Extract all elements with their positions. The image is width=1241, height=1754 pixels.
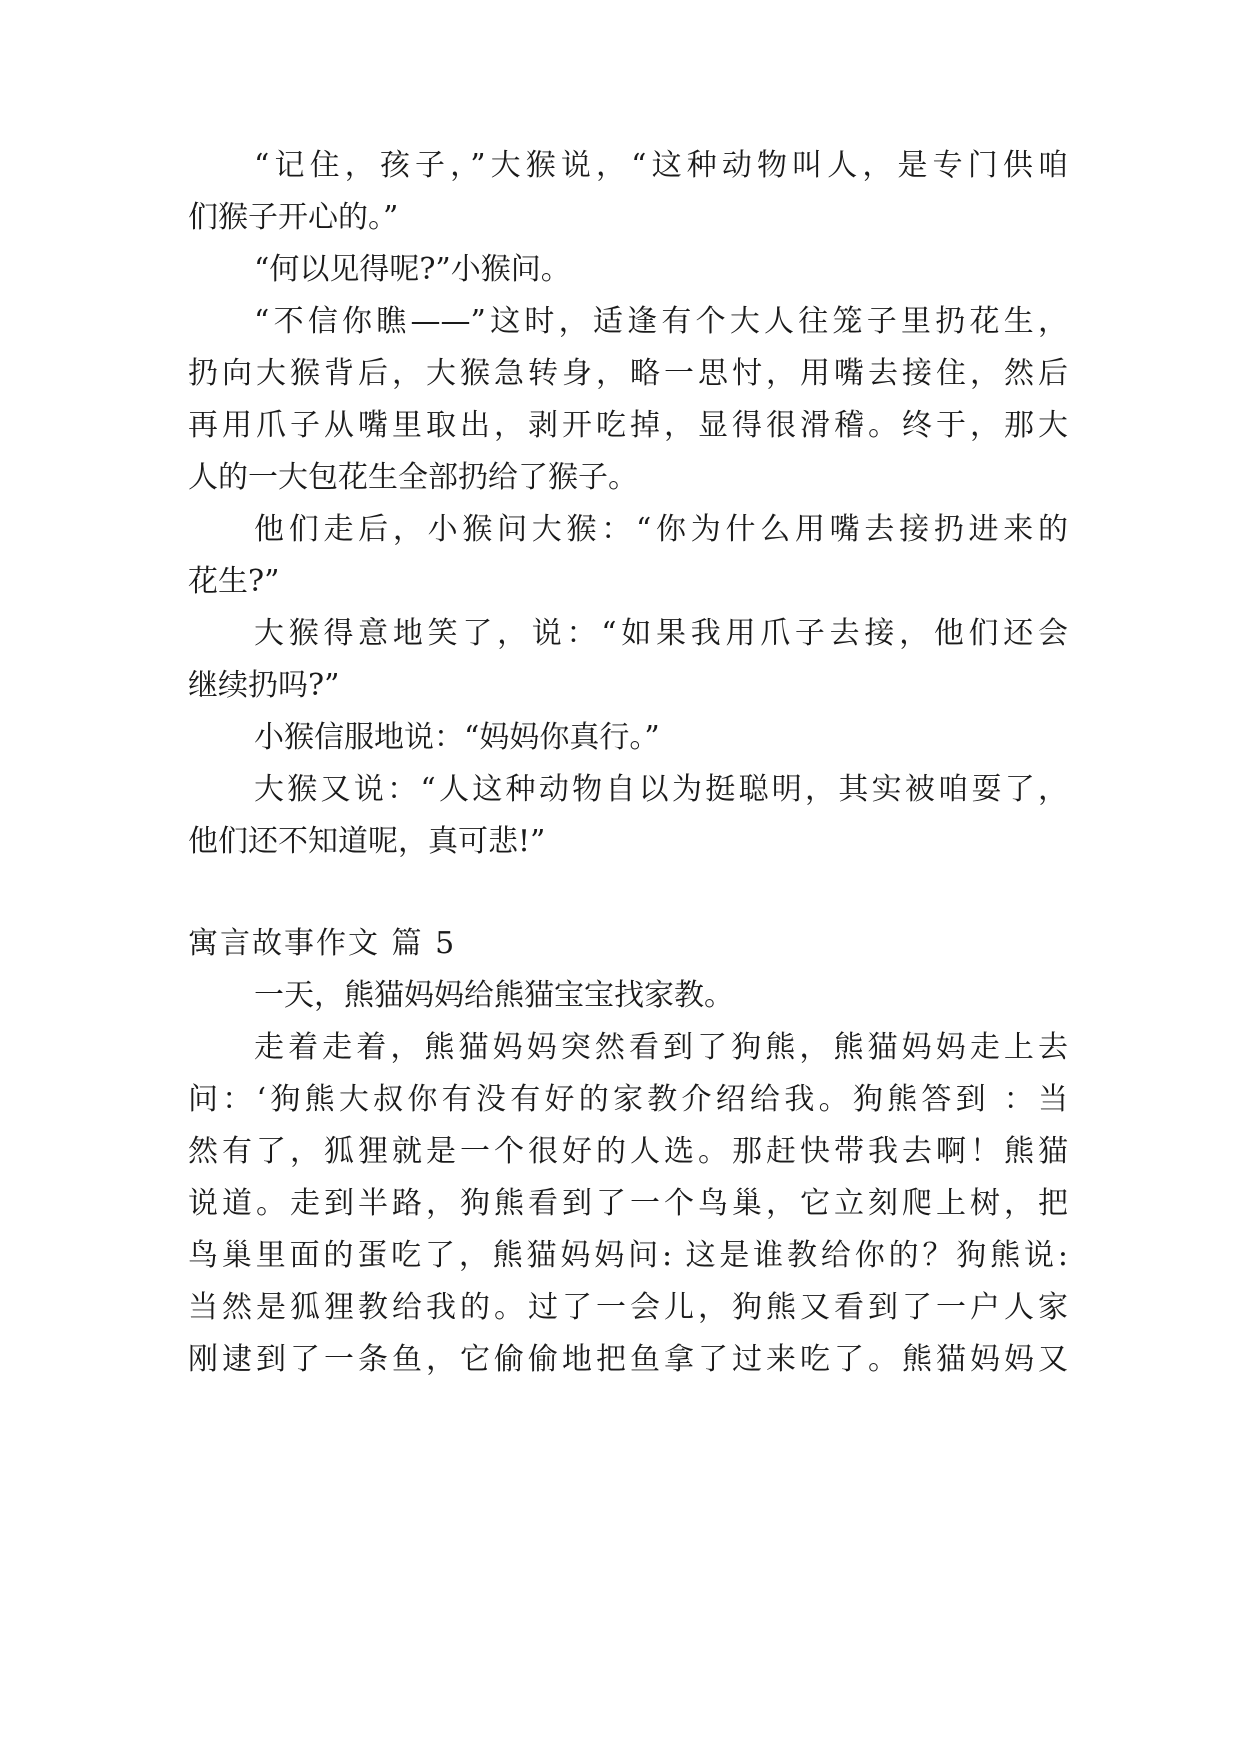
paragraph-line: 说道。走到半路，狗熊看到了一个鸟巢，它立刻爬上树，把	[188, 1186, 1068, 1221]
paragraph-line: 小猴信服地说：“妈妈你真行。”	[254, 720, 660, 755]
section-heading: 寓言故事作文 篇 5	[188, 926, 457, 961]
paragraph-line: 鸟巢里面的蛋吃了，熊猫妈妈问: 这是谁教给你的？狗熊说:	[188, 1238, 1068, 1273]
paragraph-line: 大猴又说：“人这种动物自以为挺聪明，其实被咱耍了，	[254, 772, 1068, 807]
paragraph-line: 走着走着，熊猫妈妈突然看到了狗熊，熊猫妈妈走上去	[254, 1030, 1068, 1065]
paragraph-line: 当然是狐狸教给我的。过了一会儿，狗熊又看到了一户人家	[188, 1290, 1068, 1325]
paragraph-line: 再用爪子从嘴里取出，剥开吃掉，显得很滑稽。终于，那大	[188, 408, 1068, 443]
paragraph-line: 刚逮到了一条鱼，它偷偷地把鱼拿了过来吃了。熊猫妈妈又	[188, 1342, 1068, 1377]
paragraph-line: “不信你瞧——”这时，适逢有个大人往笼子里扔花生，	[254, 304, 1068, 339]
paragraph-line: 他们还不知道呢，真可悲!”	[188, 824, 546, 859]
paragraph-line: 问：‘狗熊大叔你有没有好的家教介绍给我。狗熊答到 ：当	[188, 1082, 1068, 1117]
paragraph-line: 人的一大包花生全部扔给了猴子。	[188, 460, 638, 495]
paragraph-line: 花生?”	[188, 564, 280, 599]
paragraph-line: 他们走后，小猴问大猴：“你为什么用嘴去接扔进来的	[254, 512, 1068, 547]
paragraph-line: “何以见得呢?”小猴问。	[254, 252, 571, 287]
paragraph-line: 然有了，狐狸就是一个很好的人选。那赶快带我去啊！熊猫	[188, 1134, 1068, 1169]
paragraph-line: 一天，熊猫妈妈给熊猫宝宝找家教。	[254, 978, 734, 1013]
paragraph-line: 大猴得意地笑了，说：“如果我用爪子去接，他们还会	[254, 616, 1068, 651]
paragraph-line: 扔向大猴背后，大猴急转身，略一思忖，用嘴去接住，然后	[188, 356, 1068, 391]
paragraph-line: “记住，孩子，”大猴说，“这种动物叫人，是专门供咱	[254, 148, 1068, 183]
paragraph-line: 继续扔吗?”	[188, 668, 340, 703]
paragraph-line: 们猴子开心的。”	[188, 200, 399, 235]
